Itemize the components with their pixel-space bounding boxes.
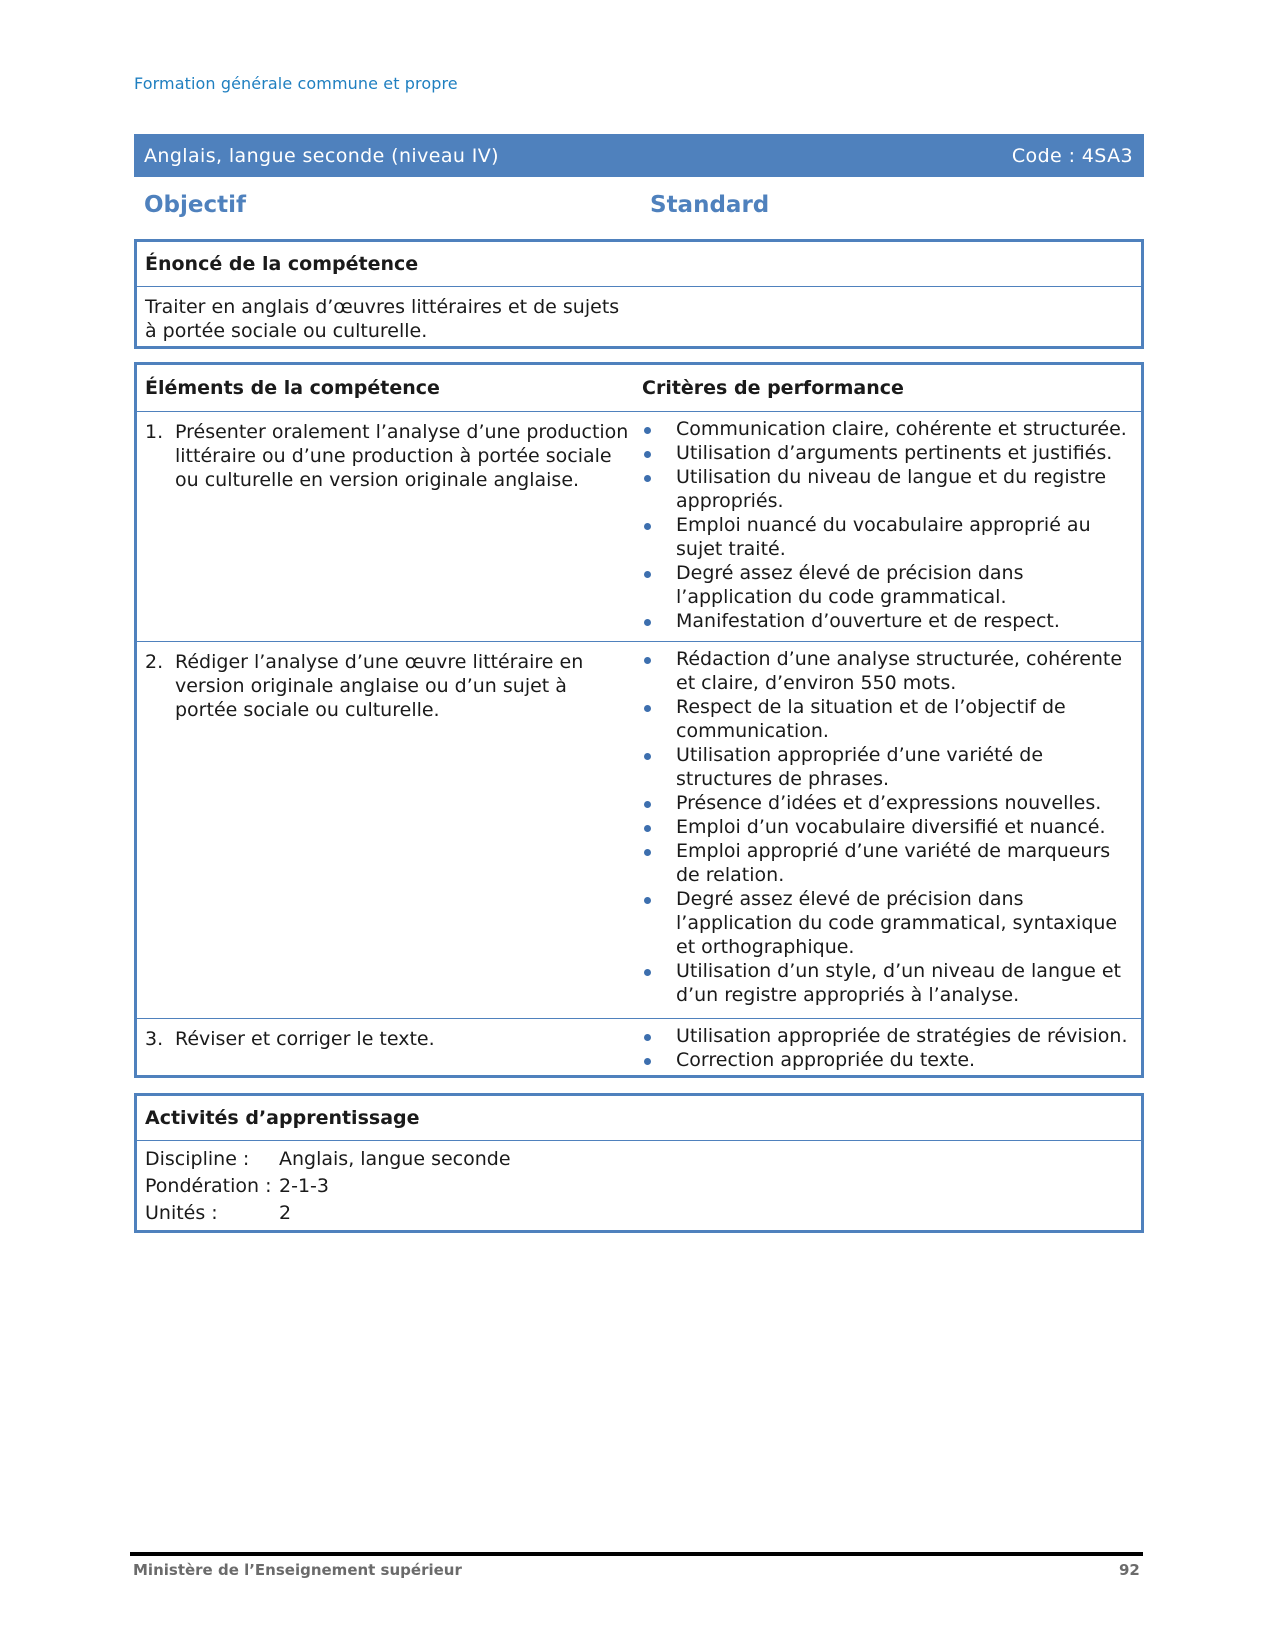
bullet-icon [640,513,676,561]
bullet-icon [640,959,676,1007]
criterion-item: Utilisation d’un style, d’un niveau de langue et d’un registre appropriés à l’analyse. [640,959,1135,1007]
criterion-item: Communication claire, cohérente et structurée. [640,417,1135,441]
bullet-icon [640,609,676,633]
activites-heading: Activités d’apprentissage [137,1096,1141,1141]
field-value: 2-1-3 [279,1175,329,1197]
column-headings [134,190,1144,226]
criteria-list [640,642,1141,1011]
criterion-item: Utilisation appropriée d’une variété de structures de phrases. [640,743,1135,791]
bullet-icon [640,561,676,609]
table-row [137,642,1141,1019]
footer-publisher: Ministère de l’Enseignement supérieur [133,1561,462,1579]
criterion-item: Manifestation d’ouverture et de respect. [640,609,1135,633]
element-text: Rédiger l’analyse d’une œuvre littéraire en version originale anglaise ou d’un sujet à portée sociale ou culturelle. [175,651,584,721]
criterion-item: Emploi nuancé du vocabulaire approprié au sujet traité. [640,513,1135,561]
bullet-icon [640,465,676,513]
element-number: 1. [145,421,164,443]
bullet-icon [640,815,676,839]
criterion-item: Présence d’idées et d’expressions nouvelles. [640,791,1135,815]
element-text: Réviser et corriger le texte. [175,1028,435,1050]
field-label: Pondération : [145,1175,272,1197]
table-row [137,1019,1141,1076]
element-number: 3. [145,1028,164,1050]
table-row [137,412,1141,642]
criterion-item: Utilisation appropriée de stratégies de révision. [640,1024,1135,1048]
field-label: Unités : [145,1202,218,1224]
bullet-icon [640,647,676,695]
bullet-icon [640,839,676,887]
criterion-item: Correction appropriée du texte. [640,1048,1135,1072]
bullet-icon [640,791,676,815]
footer-divider [130,1552,1143,1556]
enonce-box [134,239,1144,349]
bullet-icon [640,441,676,465]
discipline-field [137,1146,1141,1173]
field-value: 2 [279,1202,292,1224]
elements-header: Éléments de la compétence [145,377,440,399]
field-value: Anglais, langue seconde [279,1148,511,1170]
table-header-row [137,365,1141,412]
running-head: Formation générale commune et propre [134,74,458,93]
criterion-item: Emploi d’un vocabulaire diversifié et nuancé. [640,815,1135,839]
course-title-bar [134,134,1144,177]
element-item [137,412,640,492]
bullet-icon [640,417,676,441]
criteria-header: Critères de performance [642,377,904,399]
element-text: Présenter oralement l’analyse d’une production littéraire ou d’une production à portée sociale ou culturelle en version originale anglaise. [175,421,629,491]
criterion-item: Degré assez élevé de précision dans l’application du code grammatical, syntaxique et orthographique. [640,887,1135,959]
objectif-heading: Objectif [144,192,247,218]
enonce-text: Traiter en anglais d’œuvres littéraires et de sujets à portée sociale ou culturelle. [145,296,620,342]
page-number: 92 [1119,1561,1140,1579]
element-item [137,642,640,722]
element-number: 2. [145,651,164,673]
activites-box [134,1093,1144,1233]
element-item [137,1019,640,1051]
standard-heading: Standard [650,192,770,218]
enonce-heading: Énoncé de la compétence [137,242,1141,287]
course-code: Code : 4SA3 [1011,144,1133,167]
criteria-list [640,1019,1141,1076]
bullet-icon [640,1048,676,1072]
bullet-icon [640,887,676,959]
criterion-item: Utilisation du niveau de langue et du registre appropriés. [640,465,1135,513]
bullet-icon [640,695,676,743]
bullet-icon [640,1024,676,1048]
bullet-icon [640,743,676,791]
unites-field [137,1200,1141,1227]
course-title: Anglais, langue seconde (niveau IV) [144,144,499,167]
criterion-item: Utilisation d’arguments pertinents et justifiés. [640,441,1135,465]
field-label: Discipline : [145,1148,250,1170]
ponderation-field [137,1173,1141,1200]
criterion-item: Emploi approprié d’une variété de marqueurs de relation. [640,839,1135,887]
criteria-list [640,412,1141,637]
elements-criteria-table [134,362,1144,1078]
criterion-item: Degré assez élevé de précision dans l’application du code grammatical. [640,561,1135,609]
criterion-item: Respect de la situation et de l’objectif de communication. [640,695,1135,743]
criterion-item: Rédaction d’une analyse structurée, cohérente et claire, d’environ 550 mots. [640,647,1135,695]
